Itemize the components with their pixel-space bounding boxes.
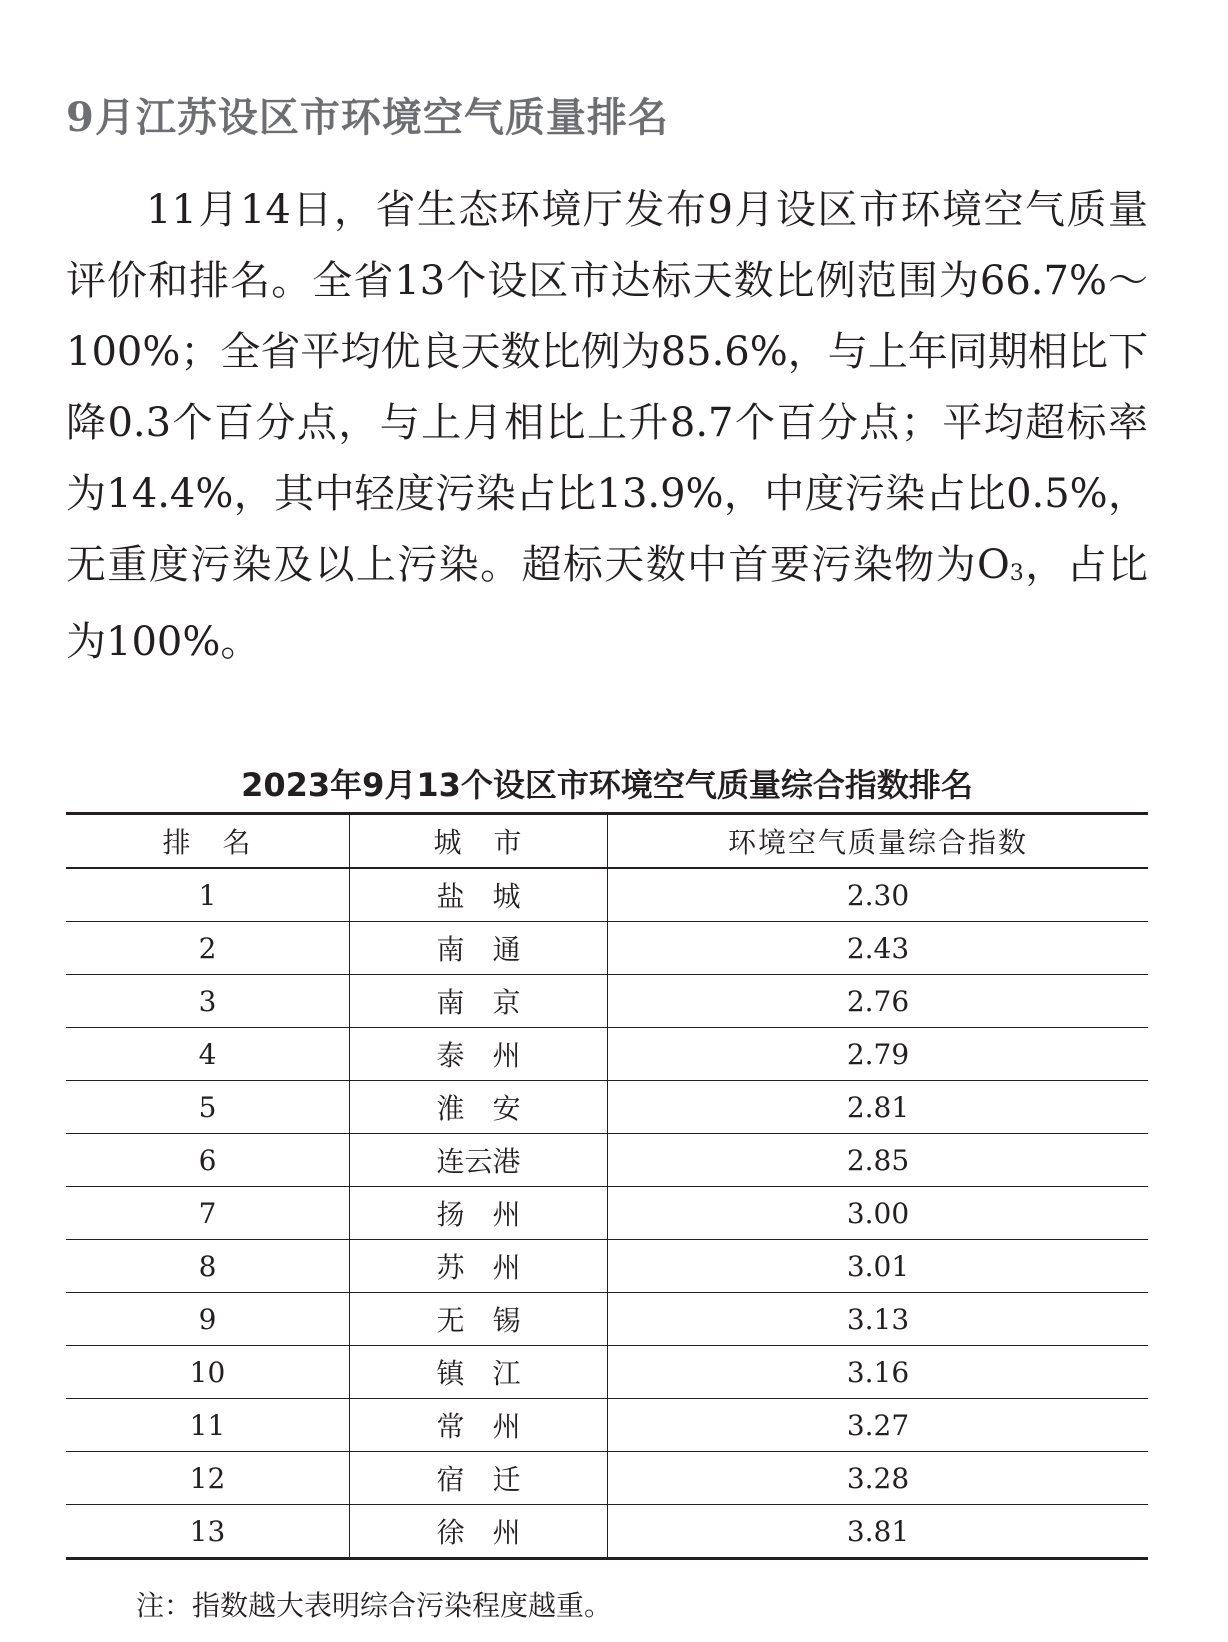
cell-city: 常 州 xyxy=(350,1399,608,1452)
cell-city: 泰 州 xyxy=(350,1028,608,1081)
cell-index: 2.79 xyxy=(608,1028,1149,1081)
paragraph-text-main: 11月14日，省生态环境厅发布9月设区市环境空气质量评价和排名。全省13个设区市达标天数比例范围为66.7%～100%；全省平均优良天数比例为85.6%，与上年同期相比下降0.3个百分点，与上月相比上升8.7个百分点；平均超标率为14.4%，其中轻度污染占比13.9%，中度污染占比0.5%，无重度污染及以上污染。超标天数中首要污染物为O xyxy=(66,187,1148,588)
cell-index: 2.43 xyxy=(608,922,1149,975)
cell-index: 3.81 xyxy=(846,1514,910,1548)
cell-index: 3.28 xyxy=(608,1452,1149,1505)
cell-index: 3.00 xyxy=(608,1187,1149,1240)
cell-city: 淮 安 xyxy=(350,1081,608,1134)
table-row xyxy=(66,1346,1148,1399)
cell-city: 连云港 xyxy=(350,1134,608,1187)
cell-city: 苏 州 xyxy=(350,1240,608,1293)
cell-rank: 4 xyxy=(66,1028,350,1081)
paragraph-text-tail: ，占比为100%。 xyxy=(66,542,1149,665)
cell-index: 3.16 xyxy=(608,1346,1149,1399)
cell-index: 2.81 xyxy=(608,1081,1149,1134)
table-row xyxy=(66,1081,1148,1134)
cell-city: 扬 州 xyxy=(350,1187,608,1240)
cell-rank: 11 xyxy=(66,1399,350,1452)
cell-rank: 12 xyxy=(66,1452,350,1505)
table-row xyxy=(66,1452,1148,1505)
table-title: 2023年9月13个设区市环境空气质量综合指数排名 xyxy=(241,766,973,804)
cell-index: 3.27 xyxy=(608,1399,1149,1452)
cell-city: 宿 迁 xyxy=(350,1452,608,1505)
header-rank: 排 名 xyxy=(66,814,350,869)
cell-rank: 2 xyxy=(66,922,350,975)
cell-city: 无 锡 xyxy=(350,1293,608,1346)
cell-index: 2.85 xyxy=(608,1134,1149,1187)
table-row xyxy=(66,1187,1148,1240)
cell-rank: 9 xyxy=(66,1293,350,1346)
table-row xyxy=(66,868,1148,922)
cell-rank: 3 xyxy=(66,975,350,1028)
cell-rank: 6 xyxy=(66,1134,350,1187)
cell-index: 2.76 xyxy=(608,975,1149,1028)
table-row xyxy=(66,1028,1148,1081)
cell-index: 2.30 xyxy=(608,868,1149,922)
header-city: 城 市 xyxy=(350,814,608,869)
cell-index: 3.01 xyxy=(608,1240,1149,1293)
cell-city: 盐 城 xyxy=(350,868,608,922)
ranking-table xyxy=(66,812,1148,1560)
table-header-row xyxy=(66,814,1148,869)
cell-rank: 13 xyxy=(66,1505,350,1559)
cell-index: 3.13 xyxy=(608,1293,1149,1346)
table-row xyxy=(66,1240,1148,1293)
header-index: 环境空气质量综合指数 xyxy=(608,814,1149,869)
table-row xyxy=(66,1293,1148,1346)
subscript-3: 3 xyxy=(1009,561,1024,586)
cell-rank: 5 xyxy=(66,1081,350,1134)
article-paragraph xyxy=(66,175,1148,678)
table-note: 注：指数越大表明综合污染程度越重。 xyxy=(136,1589,613,1622)
table-row xyxy=(66,975,1148,1028)
table-row xyxy=(66,1134,1148,1187)
table-row xyxy=(66,1505,1148,1559)
cell-rank: 7 xyxy=(66,1187,350,1240)
cell-city: 南 通 xyxy=(350,922,608,975)
cell-rank: 1 xyxy=(66,868,350,922)
cell-city: 徐 州 xyxy=(350,1505,608,1559)
table-row xyxy=(66,1399,1148,1452)
article-headline: 9月江苏设区市环境空气质量排名 xyxy=(66,94,669,141)
cell-city: 镇 江 xyxy=(350,1346,608,1399)
cell-rank: 10 xyxy=(66,1346,350,1399)
table-row xyxy=(66,922,1148,975)
cell-city: 南 京 xyxy=(350,975,608,1028)
cell-rank: 8 xyxy=(66,1240,350,1293)
